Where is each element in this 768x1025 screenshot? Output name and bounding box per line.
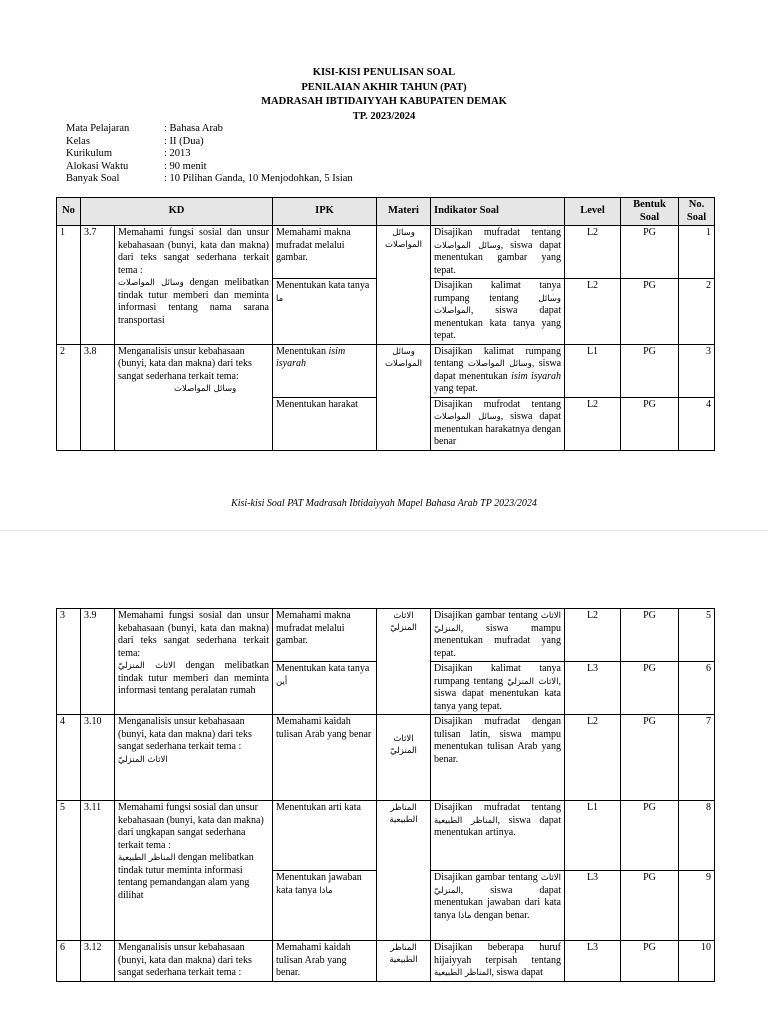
cell-indikator: [431, 397, 565, 450]
cell-kd-desc: Menganalisis unsur kebahasaan (bunyi, kata dan makna) dari teks sangat sederhana terkait tema :: [115, 941, 273, 982]
table-row: [57, 941, 715, 982]
indikator-text: Disajikan kalimat tanya rumpang tentang: [434, 663, 561, 687]
cell-no-soal: 1: [679, 226, 715, 279]
title-line: TP. 2023/2024: [352, 110, 416, 122]
kd-text: Memahami fungsi sosial dan unsur kebahasaan (bunyi, kata dan makna) dari ungkapan sangat sederhana terkait tema :: [118, 802, 264, 851]
cell-no-soal: 3: [679, 344, 715, 397]
document-title: [0, 66, 768, 124]
cell-bentuk: PG: [621, 662, 679, 715]
cell-ipk: [273, 344, 377, 397]
ipk-emphasis: isim isyarah: [276, 345, 346, 369]
page-footer: Kisi-kisi Soal PAT Madrasah Ibtidaiyyah Mapel Bahasa Arab TP 2023/2024: [231, 498, 537, 509]
arabic-term: المناظر الطبيعية: [434, 815, 498, 826]
cell-kd-desc: [115, 226, 273, 345]
arabic-term: ما: [276, 293, 284, 304]
meta-value: : 2013: [164, 148, 191, 160]
meta-row: [66, 123, 353, 136]
cell-level: L2: [565, 609, 621, 662]
cell-no-soal: 9: [679, 871, 715, 941]
cell-ipk: Memahami kaidah tulisan Arab yang benar: [273, 715, 377, 801]
cell-materi: [377, 344, 431, 450]
indikator-text: , siswa dapat menentukan kata tanya yang tepat.: [434, 675, 562, 712]
indikator-text: Disajikan mufradat tentang: [434, 227, 561, 238]
cell-materi: [377, 941, 431, 982]
cell-level: L1: [565, 801, 621, 871]
indikator-text: , siswa mampu menentukan mufradat yang tepat.: [434, 622, 561, 659]
indikator-text: , siswa dapat: [491, 967, 543, 978]
arabic-term: وسائل المواصلات: [434, 293, 562, 316]
indikator-text: , siswa dapat menentukan jawaban dari kata tanya: [434, 884, 561, 921]
cell-indikator: [431, 662, 565, 715]
meta-value: : 10 Pilihan Ganda, 10 Menjodohkan, 5 Isian: [164, 173, 353, 185]
cell-level: L2: [565, 715, 621, 801]
cell-no: 5: [57, 801, 81, 941]
indikator-text: Disajikan gambar tentang: [434, 610, 538, 621]
kd-text: dengan melibatkan tindak tutur memberi dan meminta informasi tentang peralatan rumah: [118, 660, 269, 696]
meta-row: [66, 161, 353, 174]
arabic-term: وسائل المواصلات: [467, 359, 532, 369]
cell-level: L2: [565, 397, 621, 450]
table-row: [57, 715, 715, 801]
header-ipk: IPK: [273, 198, 377, 226]
cell-ipk: Memahami makna mufradat melalui gambar.: [273, 609, 377, 662]
meta-value: : Bahasa Arab: [164, 123, 223, 134]
arabic-term: وسائل المواصلات: [118, 278, 184, 288]
indikator-text: , siswa dapat menentukan artinya.: [434, 814, 561, 838]
arabic-term: المناظر الطبيعية: [118, 853, 176, 863]
cell-no-soal: 6: [679, 662, 715, 715]
ipk-text: Menentukan: [276, 345, 326, 357]
arabic-term: الاثاث المنزليّ: [390, 611, 417, 633]
arabic-term: الاثاث المنزليّ: [390, 734, 417, 756]
arabic-term: المناظر الطبيعية: [389, 943, 418, 965]
header-bentuk: Bentuk Soal: [621, 198, 679, 226]
indikator-text: Disajikan kalimat tanya rumpang tentang: [434, 280, 561, 304]
meta-value: : II (Dua): [164, 135, 204, 147]
cell-bentuk: PG: [621, 715, 679, 801]
indikator-emphasis: isim isyarah: [511, 370, 561, 382]
header-materi: Materi: [377, 198, 431, 226]
cell-kd-code: 3.7: [81, 226, 115, 345]
meta-label: Alokasi Waktu: [66, 160, 129, 172]
cell-kd-desc: [115, 801, 273, 941]
kd-text: dengan melibatkan tindak tutur memberi dan meminta informasi tentang nama sarana transportasi: [118, 277, 269, 326]
cell-bentuk: PG: [621, 609, 679, 662]
indikator-text: Disajikan mufradat tentang: [434, 802, 561, 813]
indikator-text: yang tepat.: [434, 383, 478, 394]
meta-row: [66, 173, 353, 186]
arabic-term: الاثاث المنزليّ: [434, 873, 561, 896]
title-line: MADRASAH IBTIDAIYYAH KABUPATEN DEMAK: [261, 96, 507, 107]
arabic-term: وسائل المواصلات: [174, 384, 237, 394]
cell-no: 3: [57, 609, 81, 715]
arabic-term: الاثاث المنزليّ: [118, 661, 176, 671]
cell-ipk: [273, 279, 377, 345]
kisi-kisi-table: [56, 197, 715, 451]
table-row: [57, 344, 715, 397]
indikator-text: , siswa dapat menentukan harakatnya dengan benar: [434, 411, 561, 447]
ipk-text: Menentukan jawaban kata tanya: [276, 872, 362, 896]
meta-label: Banyak Soal: [66, 173, 120, 185]
cell-materi: [377, 609, 431, 715]
cell-no-soal: 5: [679, 609, 715, 662]
indikator-text: Disajikan mufrodat tentang: [434, 398, 561, 410]
cell-no-soal: 8: [679, 801, 715, 871]
arabic-term: وسائل المواصلات: [385, 346, 422, 369]
meta-value: : 90 menit: [164, 160, 207, 172]
cell-indikator: [431, 609, 565, 662]
cell-level: L1: [565, 344, 621, 397]
kd-text: Memahami fungsi sosial dan unsur kebahasaan (bunyi, kata dan makna) dari teks sangat sederhana terkait tema :: [118, 227, 269, 276]
header-level: Level: [565, 198, 621, 226]
cell-bentuk: PG: [621, 801, 679, 871]
cell-no-soal: 10: [679, 941, 715, 982]
kd-text: Menganalisis unsur kebahasaan (bunyi, kata dan makna) dari teks sangat sederhana terkait tema:: [118, 345, 252, 382]
cell-kd-desc: [115, 609, 273, 715]
cell-indikator: [431, 344, 565, 397]
arabic-term: المناظر الطبيعية: [389, 803, 418, 825]
indikator-text: , siswa dapat menentukan gambar yang tepat.: [434, 239, 561, 276]
cell-level: L2: [565, 279, 621, 345]
cell-kd-code: 3.12: [81, 941, 115, 982]
meta-row: [66, 148, 353, 161]
cell-bentuk: PG: [621, 279, 679, 345]
cell-no: 6: [57, 941, 81, 982]
table-header-row: [57, 198, 715, 226]
cell-ipk: [273, 662, 377, 715]
cell-no: 4: [57, 715, 81, 801]
cell-indikator: [431, 226, 565, 279]
indikator-text: Disajikan gambar tentang: [434, 872, 538, 883]
arabic-term: ماذا: [458, 910, 472, 921]
cell-indikator: [431, 871, 565, 941]
arabic-term: وسائل المواصلات: [434, 412, 501, 422]
title-line: KISI-KISI PENULISAN SOAL: [312, 67, 456, 78]
kd-text: Memahami fungsi sosial dan unsur kebahasaan (bunyi, kata dan makna) dari teks sangat sederhana terkait tema:: [118, 610, 269, 659]
cell-no-soal: 2: [679, 279, 715, 345]
arabic-term: ماذا: [319, 885, 333, 896]
indikator-text: , siswa dapat menentukan: [434, 358, 562, 382]
cell-bentuk: PG: [621, 871, 679, 941]
cell-indikator: [431, 279, 565, 345]
cell-indikator: [431, 801, 565, 871]
cell-no-soal: 4: [679, 397, 715, 450]
meta-row: [66, 136, 353, 149]
cell-bentuk: PG: [621, 226, 679, 279]
cell-ipk: [273, 871, 377, 941]
meta-label: Mata Pelajaran: [66, 123, 130, 134]
cell-ipk: Memahami makna mufradat melalui gambar.: [273, 226, 377, 279]
header-no: No: [57, 198, 81, 226]
cell-kd-desc: [115, 715, 273, 801]
document-meta: [66, 123, 353, 186]
table-row: [57, 226, 715, 279]
cell-materi: [377, 801, 431, 941]
arabic-term: أين: [276, 676, 288, 687]
table-row: [57, 609, 715, 662]
kd-text: dengan melibatkan tindak tutur meminta informasi tentang pemandangan alam yang dilihat: [118, 852, 254, 901]
cell-kd-code: 3.8: [81, 344, 115, 450]
cell-level: L3: [565, 941, 621, 982]
header-no-soal: No. Soal: [679, 198, 715, 226]
cell-bentuk: PG: [621, 941, 679, 982]
cell-no-soal: 7: [679, 715, 715, 801]
cell-kd-code: 3.11: [81, 801, 115, 941]
indikator-text: Disajikan kalimat rumpang tentang: [434, 345, 561, 369]
cell-indikator: [431, 941, 565, 982]
header-indikator: Indikator Soal: [431, 198, 565, 226]
cell-kd-code: 3.9: [81, 609, 115, 715]
cell-indikator: Disajikan mufradat dengan tulisan latin, siswa mampu menentukan tulisan Arab yang benar.: [431, 715, 565, 801]
page-1: [0, 0, 768, 509]
cell-ipk: Menentukan harakat: [273, 397, 377, 450]
meta-label: Kurikulum: [66, 148, 113, 160]
arabic-term: المناظر الطبيعية: [434, 968, 492, 978]
arabic-term: وسائل المواصلات: [434, 240, 501, 251]
cell-bentuk: PG: [621, 344, 679, 397]
ipk-text: Menentukan kata tanya: [276, 280, 370, 291]
indikator-text: Disajikan beberapa huruf hijaiyyah terpisah tentang: [434, 942, 561, 966]
cell-kd-code: 3.10: [81, 715, 115, 801]
title-line: PENILAIAN AKHIR TAHUN (PAT): [301, 81, 467, 93]
cell-kd-desc: [115, 344, 273, 450]
cell-level: L2: [565, 226, 621, 279]
cell-level: L3: [565, 662, 621, 715]
ipk-text: Menentukan kata tanya: [276, 663, 370, 674]
cell-materi: [377, 226, 431, 345]
cell-ipk: Memahami kaidah tulisan Arab yang benar.: [273, 941, 377, 982]
table-row: [57, 801, 715, 871]
arabic-term: الاثاث المنزليّ: [118, 754, 168, 765]
header-kd: KD: [81, 198, 273, 226]
cell-ipk: Menentukan arti kata: [273, 801, 377, 871]
arabic-term: وسائل المواصلات: [385, 228, 422, 250]
arabic-term: الاثاث المنزليّ: [434, 611, 561, 634]
kd-text: Menganalisis unsur kebahasaan (bunyi, kata dan makna) dari teks sangat sederhana terkait tema :: [118, 716, 252, 752]
cell-no: 2: [57, 344, 81, 450]
kisi-kisi-table-continued: [56, 608, 715, 982]
cell-no: 1: [57, 226, 81, 345]
cell-bentuk: PG: [621, 397, 679, 450]
indikator-text: , siswa dapat menentukan kata tanya yang tepat.: [434, 305, 561, 341]
arabic-term: الاثاث المنزليّ: [507, 676, 559, 687]
cell-materi: [377, 715, 431, 801]
cell-level: L3: [565, 871, 621, 941]
meta-label: Kelas: [66, 135, 90, 147]
indikator-text: dengan benar.: [473, 909, 530, 921]
